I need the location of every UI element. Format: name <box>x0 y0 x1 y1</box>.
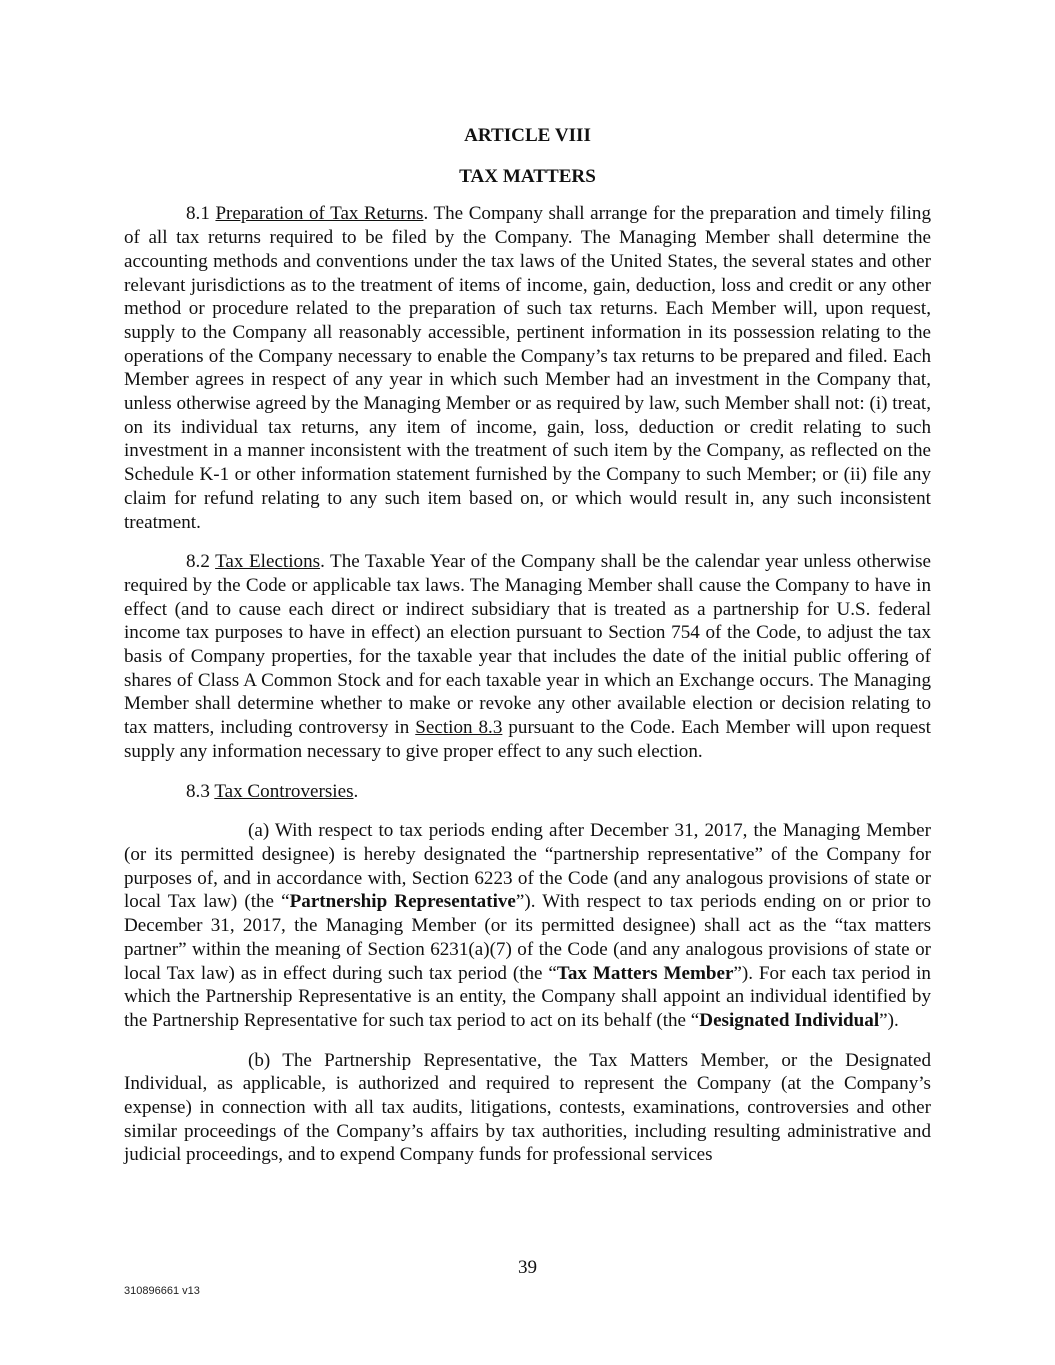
defined-term-partnership-representative: Partnership Representative <box>289 891 516 913</box>
section-8-1 <box>124 202 931 534</box>
section-8-1-body: . The Company shall arrange for the preparation and timely filing of all tax returns required to be filed by the Company. The Managing Member shall determine the accounting methods and conventions under the tax laws of the United States, the several states and other relevant jurisdictions as to the treatment of items of income, gain, deduction, loss and credit or any other method or procedure related to the preparation of such tax returns. Each Member will, upon request, supply to the Company all reasonably accessible, pertinent information in its possession relating to the operations of the Company necessary to enable the Company’s tax returns to be prepared and filed. Each Member agrees in respect of any year in which such Member had an investment in the Company that, unless otherwise agreed by the Managing Member or as required by law, such Member shall not: (i) treat, on its individual tax returns, any item of income, gain, loss, deduction or credit relating to such investment in a manner inconsistent with the treatment of such item by the Company, as reflected on the Schedule K-1 or other information statement furnished by the Company to such Member; or (ii) file any claim for refund relating to any such item based on, or which would result in, any such inconsistent treatment. <box>124 203 931 533</box>
defined-term-tax-matters-member: Tax Matters Member <box>556 962 734 984</box>
page-number: 39 <box>517 1257 538 1278</box>
section-8-2-number: 8.2 <box>186 551 210 573</box>
section-8-3-b <box>124 1049 931 1168</box>
article-number: ARTICLE VIII <box>464 125 591 146</box>
section-8-3-a-part3: ”). For each tax period in which the Partnership Representative is an entity, the Company shall appoint an individual identified by the Partnership Representative for such tax period to act on its behalf (the “ <box>124 962 931 1031</box>
section-8-3-a <box>124 819 931 1032</box>
section-8-2-body-part1: . The Taxable Year of the Company shall be the calendar year unless otherwise required by the Code or applicable tax laws. The Managing Member shall cause the Company to have in effect (and to cause each direct or indirect subsidiary that is treated as a partnership for U.S. federal income tax purposes to have in effect) an election pursuant to Section 754 of the Code, to adjust the tax basis of Company properties, for the taxable year that includes the date of the initial public offering of shares of Class A Common Stock and for each taxable year in which an Exchange occurs. The Managing Member shall determine whether to make or revoke any other available election or decision relating to tax matters, including controversy in <box>124 551 931 739</box>
section-8-2-heading: Tax Elections <box>215 551 321 573</box>
defined-term-designated-individual: Designated Individual <box>699 1009 880 1031</box>
section-8-3-a-part1: (a) With respect to tax periods ending after December 31, 2017, the Managing Member (or its permitted designee) is hereby designated the “partnership representative” of the Company for purposes of, and in accordance with, Section 6223 of the Code (and any analogous provisions of state or local Tax law) (the “ <box>124 820 931 913</box>
section-8-3 <box>124 780 931 804</box>
section-8-1-heading: Preparation of Tax Returns <box>215 203 424 225</box>
document-page <box>124 124 931 1183</box>
section-8-2 <box>124 550 931 763</box>
section-8-3-number: 8.3 <box>186 780 210 802</box>
article-title: TAX MATTERS <box>459 165 596 187</box>
section-8-3-a-part2: ”). With respect to tax periods ending on or prior to December 31, 2017, the Managing Member (or its permitted designee) shall act as the “tax matters partner” within the meaning of Section 6231(a)(7) of the Code (and any analogous provisions of state or local Tax law) as in effect during such tax period (the “ <box>124 891 931 984</box>
section-8-3-cross-reference: Section 8.3 <box>415 717 503 739</box>
section-8-1-number: 8.1 <box>186 203 210 225</box>
section-8-3-heading-end: . <box>353 780 359 802</box>
document-id: 310896661 v13 <box>124 1285 200 1297</box>
section-8-2-body-part2: pursuant to the Code. Each Member will upon request supply any information necessary to give proper effect to any such election. <box>124 717 931 762</box>
section-8-3-a-part4: ”). <box>879 1009 899 1031</box>
section-8-3-b-text: (b) The Partnership Representative, the Tax Matters Member, or the Designated Individual, as applicable, is authorized and required to represent the Company (at the Company’s expense) in connection with all tax audits, litigations, contests, examinations, controversies and other similar proceedings of the Company’s affairs by tax authorities, including resulting administrative and judicial proceedings, and to expend Company funds for professional services <box>124 1049 931 1166</box>
section-8-3-heading: Tax Controversies <box>214 780 354 802</box>
